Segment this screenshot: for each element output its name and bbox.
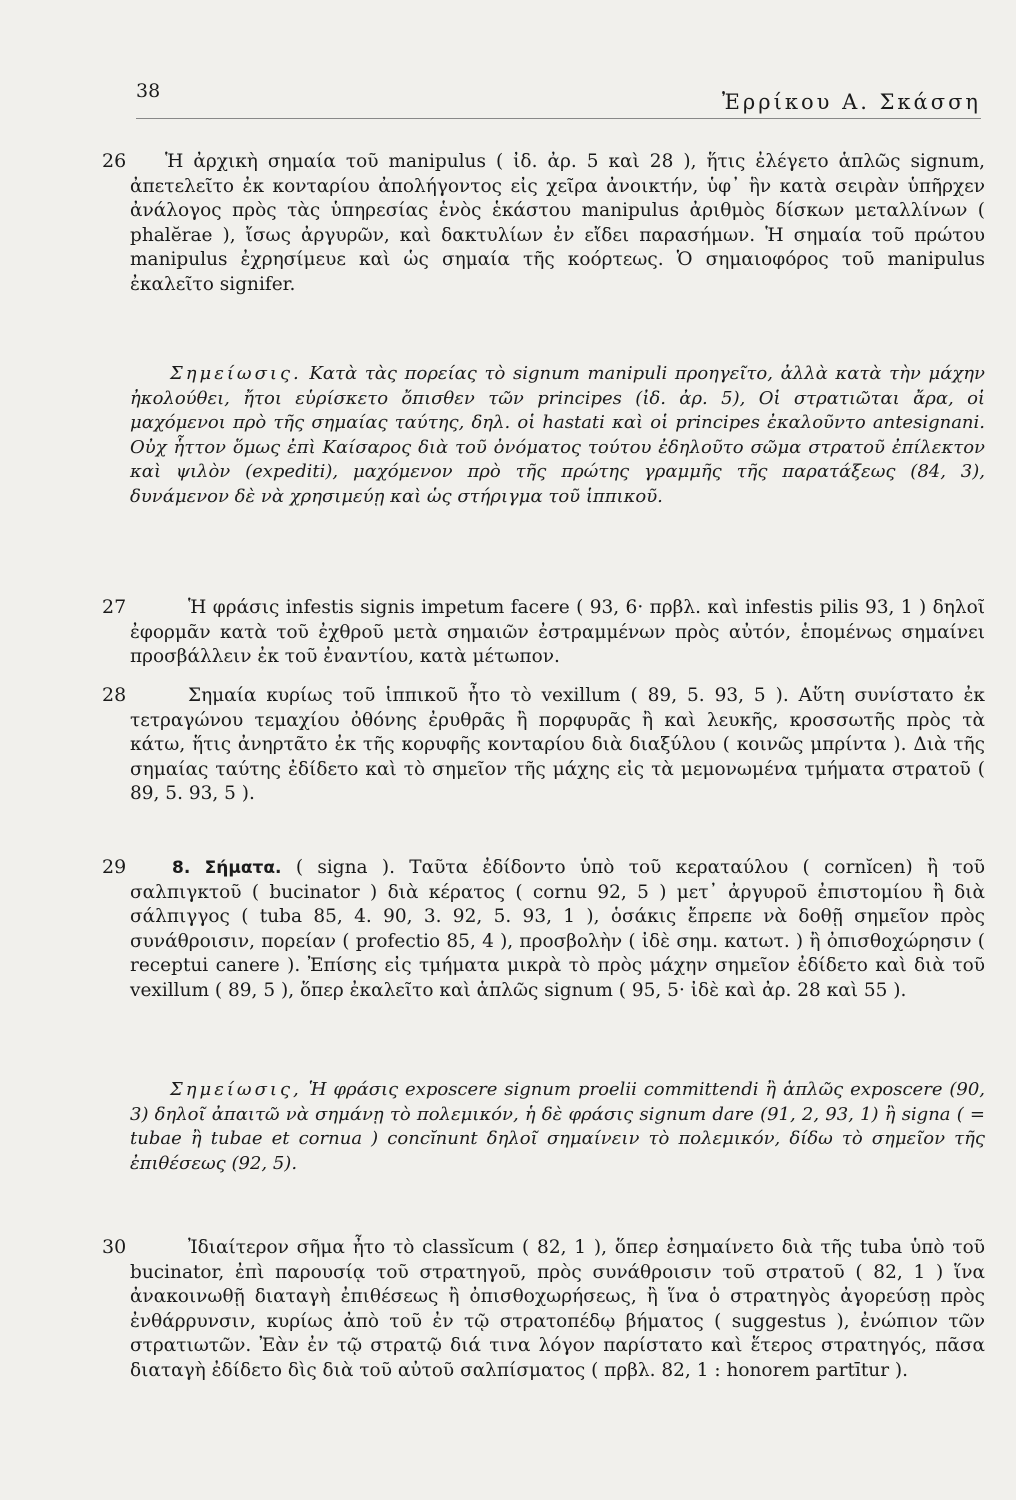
entry-28 xyxy=(102,684,985,807)
entry-number: 26 xyxy=(102,150,127,172)
entry-text: Ἡ ἀρχικὴ σημαία τοῦ manipulus ( ἰδ. ἀρ. 5 καὶ 28 ), ἥτις ἐλέγετο ἁπλῶς signum, ἀπετελεῖτο ἐκ κονταρίου ἀπολήγοντος εἰς χεῖρα ἀνοικτήν, ὑφ᾽ ἣν κατὰ σειρὰν ὑπῆρχεν ἀνάλογος πρὸς τὰς ὑπηρεσίας ἑνὸς ἑκάστου manipulus ἀριθμὸς δίσκων μεταλλίνων ( phalĕrae ), ἴσως ἀργυρῶν, καὶ δακτυλίων ἐν εἴδει παρασήμων. Ἡ σημαία τοῦ πρώτου manipulus ἐχρησίμευε καὶ ὡς σημαία τῆς κοόρτεως. Ὁ σημαιοφόρος τοῦ manipulus ἐκαλεῖτο signifer. xyxy=(130,151,985,295)
page-header xyxy=(136,78,981,119)
entry-text: Ἰδιαίτερον σῆμα ἦτο τὸ classĭcum ( 82, 1 ), ὅπερ ἐσημαίνετο διὰ τῆς tuba ὑπὸ τοῦ bucinator, ἐπὶ παρουσίᾳ τοῦ στρατηγοῦ, πρὸς συνάθροισιν τοῦ στρατοῦ ( 82, 1 ) ἵνα ἀνακοινωθῇ διαταγὴ ἐπιθέσεως ἢ ὀπισθοχωρήσεως, ἢ ἵνα ὁ στρατηγὸς ἀγορεύσῃ πρὸς ἐνθάρρυνσιν, κυρίως ἀπὸ τοῦ ἐν τῷ στρατοπέδῳ βήματος ( suggestus ), ἐνώπιον τῶν στρατιωτῶν. Ἐὰν ἐν τῷ στρατῷ διά τινα λόγον παρίστατο καὶ ἕτερος στρατηγός, πᾶσα διαταγὴ ἐδίδετο δὶς διὰ τοῦ αὐτοῦ σαλπίσματος ( πρβλ. 82, 1 : honorem partītur ). xyxy=(130,1237,985,1381)
note-1 xyxy=(130,362,985,510)
running-head: Ἐρρίκου Α. Σκάσση xyxy=(722,90,981,114)
entry-27 xyxy=(102,596,985,670)
note-text: Ἡ φράσις exposcere signum proelii committendi ἢ ἁπλῶς exposcere (90, 3) δηλοῖ ἀπαιτῶ νὰ σημάνῃ τὸ πολεμικόν, ἡ δὲ φράσις signum dare (91, 2, 93, 1) ἢ signa ( = tubae ἢ tubae et cornua ) concĭnunt δηλοῖ σημαίνειν τὸ πολεμικόν, δίδω τὸ σημεῖον τῆς ἐπιθέσεως (92, 5). xyxy=(130,1079,985,1174)
entry-text: Ἡ φράσις infestis signis impetum facere ( 93, 6· πρβλ. καὶ infestis pilis 93, 1 ) δηλοῖ ἐφορμᾶν κατὰ τοῦ ἐχθροῦ μετὰ σημαιῶν ἐστραμμένων πρὸς αὐτόν, ἑπομένως σημαίνει προσβάλλειν ἐκ τοῦ ἐναντίου, κατὰ μέτωπον. xyxy=(130,597,985,668)
entry-number: 30 xyxy=(102,1236,127,1258)
note-label: Σημείωσις. xyxy=(170,363,302,384)
entry-30 xyxy=(102,1236,985,1384)
section-heading: 8. Σήματα. xyxy=(172,858,282,878)
note-2 xyxy=(130,1078,985,1176)
note-label: Σημείωσις, xyxy=(170,1079,302,1100)
note-text: Κατὰ τὰς πορείας τὸ signum manipuli προηγεῖτο, ἀλλὰ κατὰ τὴν μάχην ἠκολούθει, ἤτοι εὑρίσκετο ὄπισθεν τῶν principes (ἰδ. ἀρ. 5), Οἱ στρατιῶται ἄρα, οἱ μαχόμενοι πρὸ τῆς σημαίας ταύτης, δηλ. οἱ hastati καὶ οἱ principes ἐκαλοῦντο antesignani. Οὐχ ἧττον ὅμως ἐπὶ Καίσαρος διὰ τοῦ ὀνόματος τούτου ἐδηλοῦτο σῶμα στρατοῦ ἐπίλεκτον καὶ ψιλὸν (expediti), μαχόμενον πρὸ τῆς πρώτης γραμμῆς τῆς παρατάξεως (84, 3), δυνάμενον δὲ νὰ χρησιμεύῃ καὶ ὡς στήριγμα τοῦ ἱππικοῦ. xyxy=(130,363,985,507)
page-number: 38 xyxy=(136,80,161,102)
entry-number: 29 xyxy=(102,856,127,878)
entry-29 xyxy=(102,856,985,1004)
entry-number: 28 xyxy=(102,684,127,706)
entry-text: Σημαία κυρίως τοῦ ἱππικοῦ ἦτο τὸ vexillum ( 89, 5. 93, 5 ). Αὕτη συνίστατο ἐκ τετραγώνου τεμαχίου ὀθόνης ἐρυθρᾶς ἢ πορφυρᾶς ἢ καὶ λευκῆς, κροσσωτῆς πρὸς τὰ κάτω, ἥτις ἀνηρτᾶτο ἐκ τῆς κορυφῆς κονταρίου διὰ διαξύλου ( κοινῶς μπρίντα ). Διὰ τῆς σημαίας ταύτης ἐδίδετο καὶ τὸ σημεῖον τῆς μάχης εἰς τὰ μεμονωμένα τμήματα στρατοῦ ( 89, 5. 93, 5 ). xyxy=(130,685,985,805)
entry-text: 8. Σήματα. ( signa ). Ταῦτα ἐδίδοντο ὑπὸ τοῦ κεραταύλου ( cornĭcen) ἢ τοῦ σαλπιγκτοῦ ( bucinator ) διὰ κέρατος ( cornu 92, 5 ) μετ᾽ ἀργυροῦ ἐπιστομίου ἢ διὰ σάλπιγγος ( tuba 85, 4. 90, 3. 92, 5. 93, 1 ), ὁσάκις ἔπρεπε νὰ δοθῇ σημεῖον πρὸς συνάθροισιν, πορείαν ( profectio 85, 4 ), προσβολὴν ( ἰδὲ σημ. κατωτ. ) ἢ ὀπισθοχώρησιν ( receptui canere ). Ἐπίσης εἰς τμήματα μικρὰ τὸ πρὸς μάχην σημεῖον ἐδίδετο καὶ διὰ τοῦ vexillum ( 89, 5 ), ὅπερ ἐκαλεῖτο καὶ ἁπλῶς signum ( 95, 5· ἰδὲ καὶ ἀρ. 28 καὶ 55 ). xyxy=(130,857,985,1001)
entry-26 xyxy=(102,150,985,298)
entry-number: 27 xyxy=(102,596,127,618)
